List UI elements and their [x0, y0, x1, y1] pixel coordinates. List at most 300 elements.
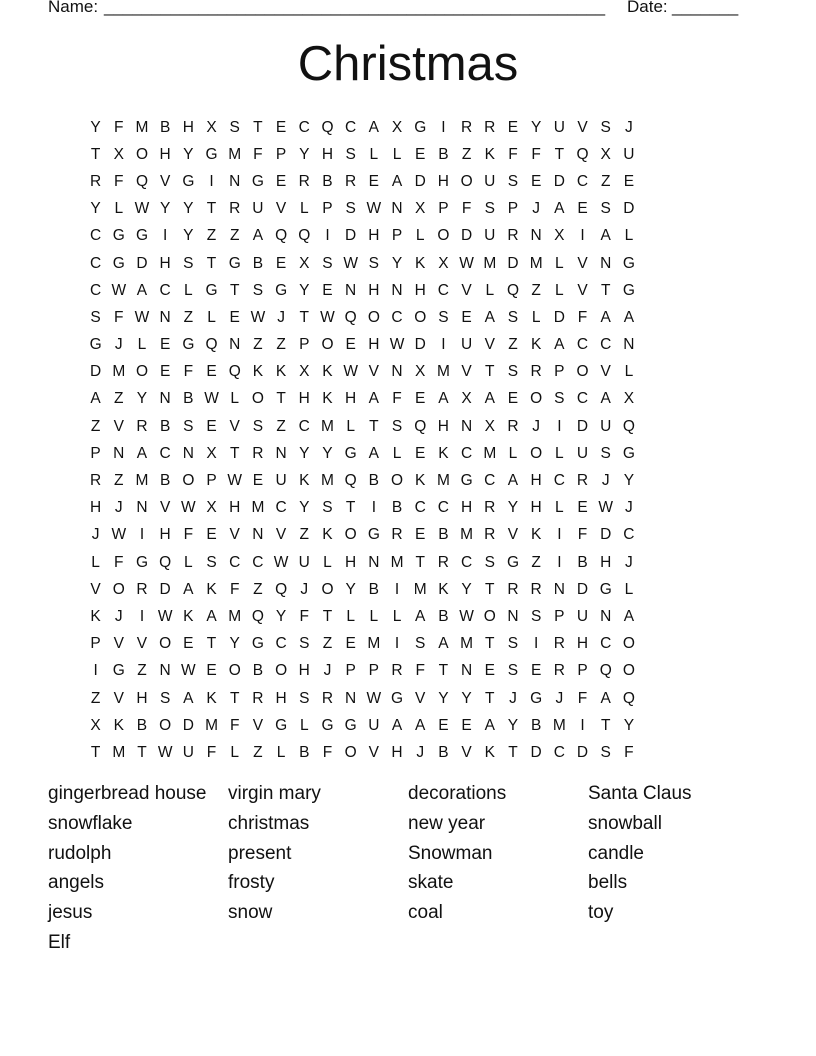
grid-letter: T [206, 254, 217, 272]
grid-letter: K [252, 363, 264, 381]
word-item: bells [588, 872, 628, 894]
grid-letter: M [112, 363, 126, 381]
grid-letter: P [577, 662, 588, 680]
grid-letter: N [507, 607, 519, 625]
grid-letter: G [251, 635, 264, 653]
grid-letter: C [460, 444, 473, 462]
grid-letter: L [299, 716, 309, 734]
grid-letter: T [90, 743, 101, 761]
grid-letter: Z [253, 580, 263, 598]
grid-letter: P [322, 200, 333, 218]
grid-letter: Z [600, 172, 611, 190]
grid-letter: K [415, 254, 426, 272]
grid-row [84, 359, 641, 386]
date-label: Date: [627, 0, 668, 16]
grid-letter: M [321, 417, 334, 435]
grid-letter: O [530, 444, 543, 462]
grid-letter: S [345, 200, 356, 218]
word-item: coal [408, 902, 443, 924]
grid-letter: E [206, 363, 217, 381]
word-item: present [228, 842, 292, 864]
grid-letter: R [345, 172, 357, 190]
grid-letter: Y [345, 580, 356, 598]
grid-letter: G [251, 172, 264, 190]
grid-letter: B [183, 390, 194, 408]
grid-letter: F [229, 580, 240, 598]
grid-letter: R [507, 227, 519, 245]
grid-letter: T [253, 118, 263, 136]
grid-letter: G [112, 254, 125, 272]
grid-letter: S [90, 308, 101, 326]
grid-letter: G [228, 254, 241, 272]
grid-letter: H [298, 390, 310, 408]
grid-letter: K [530, 336, 542, 354]
grid-letter: U [368, 716, 380, 734]
grid-letter: R [437, 553, 449, 571]
grid-letter: V [461, 281, 472, 299]
grid-row [84, 440, 641, 467]
grid-letter: O [391, 472, 404, 490]
grid-letter: R [89, 472, 102, 490]
grid-letter: T [276, 390, 286, 408]
grid-letter: T [508, 743, 518, 761]
grid-letter: A [438, 635, 449, 653]
grid-letter: Q [622, 689, 635, 707]
grid-letter: K [183, 607, 194, 625]
grid-letter: L [276, 743, 286, 761]
grid-letter: K [90, 607, 101, 625]
grid-row [84, 739, 641, 766]
grid-letter: R [507, 417, 519, 435]
grid-letter: S [438, 308, 449, 326]
grid-letter: K [275, 363, 287, 381]
grid-letter: T [554, 145, 565, 163]
grid-letter: K [415, 472, 426, 490]
grid-letter: G [344, 716, 357, 734]
grid-letter: O [622, 662, 635, 680]
grid-letter: E [252, 472, 264, 490]
grid-letter: X [113, 145, 124, 163]
grid-letter: B [159, 118, 171, 136]
grid-letter: N [159, 390, 171, 408]
grid-letter: W [227, 472, 243, 490]
date-blank: _______ [672, 0, 739, 16]
grid-letter: G [391, 689, 404, 707]
word-item: skate [408, 872, 454, 894]
grid-letter: T [600, 281, 611, 299]
grid-letter: S [530, 607, 542, 625]
grid-letter: B [159, 472, 171, 490]
grid-letter: S [183, 417, 194, 435]
grid-letter: Y [530, 118, 542, 136]
grid-letter: C [275, 499, 287, 517]
grid-row [84, 168, 641, 195]
grid-letter: M [460, 635, 474, 653]
grid-letter: B [438, 607, 449, 625]
grid-letter: Q [275, 580, 288, 598]
grid-letter: B [252, 662, 264, 680]
grid-letter: N [345, 281, 357, 299]
grid-letter: E [368, 172, 380, 190]
grid-letter: V [461, 363, 472, 381]
grid-letter: G [205, 281, 218, 299]
grid-letter: A [484, 390, 495, 408]
grid-letter: Y [229, 635, 240, 653]
grid-row [84, 522, 641, 549]
grid-row [84, 277, 641, 304]
grid-letter: Z [531, 553, 541, 571]
grid-letter: A [136, 444, 148, 462]
grid-letter: G [275, 281, 288, 299]
grid-letter: Q [622, 417, 635, 435]
grid-letter: G [344, 444, 357, 462]
grid-letter: C [553, 743, 565, 761]
grid-letter: H [437, 417, 449, 435]
grid-letter: F [114, 308, 124, 326]
grid-letter: Z [299, 526, 310, 544]
grid-letter: S [600, 743, 611, 761]
grid-letter: G [89, 336, 102, 354]
grid-letter: G [506, 553, 519, 571]
grid-letter: E [461, 308, 472, 326]
grid-letter: E [507, 390, 519, 408]
grid-letter: P [438, 200, 449, 218]
grid-letter: G [414, 118, 427, 136]
grid-letter: X [391, 118, 403, 136]
word-item: Elf [48, 931, 71, 953]
grid-letter: A [368, 444, 380, 462]
grid-letter: M [135, 472, 149, 490]
grid-letter: T [299, 308, 310, 326]
grid-letter: Y [438, 689, 449, 707]
grid-letter: R [484, 118, 496, 136]
grid-letter: T [485, 635, 495, 653]
grid-letter: O [135, 145, 148, 163]
grid-letter: W [181, 662, 196, 680]
grid-letter: F [114, 172, 124, 190]
grid-letter: E [345, 336, 356, 354]
grid-letter: T [600, 716, 611, 734]
grid-letter: N [368, 553, 380, 571]
grid-letter: Z [114, 472, 124, 490]
grid-letter: A [600, 390, 611, 408]
grid-letter: A [415, 716, 426, 734]
grid-letter: V [368, 743, 380, 761]
grid-letter: S [345, 145, 356, 163]
grid-letter: T [229, 444, 240, 462]
grid-letter: V [577, 254, 588, 272]
grid-letter: M [390, 553, 404, 571]
grid-letter: H [530, 499, 542, 517]
grid-letter: F [253, 145, 263, 163]
grid-letter: J [625, 118, 633, 136]
grid-letter: L [91, 553, 100, 571]
grid-letter: J [300, 580, 309, 598]
grid-letter: R [484, 499, 496, 517]
grid-letter: X [554, 227, 565, 245]
grid-row [84, 386, 641, 413]
grid-letter: W [273, 553, 289, 571]
grid-letter: G [275, 716, 288, 734]
grid-letter: N [600, 607, 612, 625]
grid-letter: N [252, 526, 264, 544]
grid-letter: Q [205, 336, 218, 354]
grid-letter: L [207, 308, 216, 326]
word-bank [48, 779, 768, 958]
grid-letter: G [135, 553, 148, 571]
grid-letter: R [530, 363, 542, 381]
grid-letter: S [600, 200, 611, 218]
grid-row [84, 631, 641, 658]
grid-letter: A [623, 308, 635, 326]
grid-letter: Y [623, 716, 635, 734]
grid-letter: T [206, 635, 217, 653]
grid-letter: M [228, 607, 242, 625]
grid-letter: C [89, 254, 102, 272]
grid-letter: M [321, 472, 334, 490]
grid-letter: B [577, 553, 588, 571]
grid-row [84, 467, 641, 494]
grid-letter: L [485, 281, 495, 299]
grid-letter: A [368, 390, 380, 408]
grid-letter: O [321, 336, 334, 354]
grid-letter: Z [206, 227, 217, 245]
grid-letter: V [159, 172, 171, 190]
grid-letter: H [275, 689, 287, 707]
grid-letter: X [206, 118, 217, 136]
grid-letter: E [159, 336, 171, 354]
grid-letter: G [321, 716, 334, 734]
grid-letter: P [554, 607, 565, 625]
grid-letter: A [600, 689, 611, 707]
grid-letter: P [507, 200, 519, 218]
grid-letter: R [89, 172, 102, 190]
grid-letter: Q [576, 145, 589, 163]
grid-letter: K [322, 526, 333, 544]
grid-letter: B [322, 172, 333, 190]
grid-letter: D [576, 743, 589, 761]
grid-letter: Q [344, 472, 357, 490]
grid-row [84, 223, 641, 250]
grid-letter: H [321, 145, 334, 163]
grid-letter: C [159, 444, 171, 462]
grid-letter: G [530, 689, 543, 707]
grid-letter: A [183, 689, 194, 707]
grid-letter: G [112, 662, 125, 680]
grid-letter: J [509, 689, 517, 707]
grid-letter: C [89, 281, 102, 299]
grid-letter: I [139, 526, 145, 544]
grid-letter: Q [344, 308, 357, 326]
grid-letter: V [113, 689, 124, 707]
grid-letter: L [508, 444, 518, 462]
grid-letter: C [484, 472, 496, 490]
grid-letter: C [600, 635, 612, 653]
grid-letter: Y [90, 200, 101, 218]
grid-letter: J [277, 308, 285, 326]
grid-letter: M [483, 254, 497, 272]
header [48, 0, 740, 19]
grid-letter: U [553, 118, 565, 136]
grid-letter: R [298, 172, 310, 190]
grid-letter: A [600, 308, 611, 326]
grid-letter: A [623, 607, 635, 625]
grid-letter: R [507, 580, 519, 598]
grid-letter: P [368, 662, 380, 680]
grid-letter: P [554, 363, 565, 381]
grid-letter: F [577, 689, 588, 707]
grid-letter: I [580, 716, 585, 734]
grid-letter: K [299, 472, 310, 490]
grid-letter: J [532, 417, 541, 435]
grid-letter: S [322, 254, 333, 272]
grid-letter: K [484, 145, 495, 163]
grid-letter: G [599, 580, 612, 598]
grid-letter: E [275, 172, 287, 190]
grid-letter: D [530, 743, 542, 761]
grid-letter: M [552, 716, 566, 734]
word-item: frosty [228, 872, 275, 894]
grid-letter: N [229, 172, 241, 190]
grid-letter: M [483, 444, 497, 462]
grid-letter: S [600, 444, 611, 462]
grid-letter: K [438, 444, 449, 462]
grid-letter: N [182, 444, 194, 462]
grid-letter: H [460, 499, 473, 517]
grid-letter: C [391, 308, 403, 326]
grid-letter: F [322, 743, 333, 761]
grid-letter: S [484, 553, 495, 571]
grid-letter: X [623, 390, 635, 408]
grid-letter: L [230, 390, 240, 408]
word-item: snowflake [48, 812, 133, 834]
grid-row [84, 658, 641, 685]
grid-letter: I [394, 635, 400, 653]
grid-letter: R [553, 662, 565, 680]
grid-letter: S [507, 172, 519, 190]
grid-letter: H [600, 553, 612, 571]
grid-letter: Y [183, 227, 194, 245]
grid-letter: E [577, 499, 588, 517]
grid-letter: X [415, 363, 426, 381]
grid-letter: H [159, 526, 171, 544]
grid-letter: F [114, 118, 124, 136]
grid-letter: W [111, 526, 127, 544]
grid-letter: B [368, 580, 380, 598]
grid-letter: H [368, 336, 380, 354]
grid-row [84, 576, 641, 603]
grid-letter: L [346, 607, 355, 625]
grid-letter: G [205, 145, 218, 163]
grid-letter: V [368, 363, 380, 381]
grid-letter: W [366, 200, 382, 218]
grid-letter: A [368, 118, 380, 136]
grid-letter: F [531, 145, 541, 163]
grid-letter: J [91, 526, 100, 544]
grid-letter: Z [276, 417, 286, 435]
grid-letter: T [322, 607, 333, 625]
grid-letter: N [113, 444, 125, 462]
grid-letter: V [600, 363, 611, 381]
grid-letter: X [206, 444, 217, 462]
grid-letter: N [460, 662, 473, 680]
grid-letter: D [553, 172, 565, 190]
grid-letter: C [345, 118, 357, 136]
grid-letter: O [414, 308, 427, 326]
grid-letter: Z [137, 662, 147, 680]
grid-letter: F [508, 145, 518, 163]
grid-letter: N [600, 254, 612, 272]
grid-letter: S [554, 390, 565, 408]
grid-letter: W [459, 607, 474, 625]
word-item: snow [228, 902, 273, 924]
grid-letter: G [367, 526, 380, 544]
grid-letter: N [159, 308, 171, 326]
grid-letter: H [298, 662, 310, 680]
grid-letter: S [252, 417, 264, 435]
grid-letter: L [624, 227, 634, 245]
grid-letter: H [437, 172, 449, 190]
grid-letter: S [391, 417, 403, 435]
grid-letter: A [252, 227, 264, 245]
grid-letter: P [275, 145, 287, 163]
grid-letter: L [555, 281, 564, 299]
word-item: jesus [48, 902, 93, 924]
grid-letter: B [368, 472, 380, 490]
grid-letter: O [112, 580, 125, 598]
grid-letter: Y [391, 254, 403, 272]
grid-letter: P [299, 336, 310, 354]
grid-letter: Z [276, 336, 286, 354]
grid-letter: L [369, 145, 379, 163]
grid-letter: G [622, 281, 635, 299]
grid-letter: E [206, 662, 217, 680]
grid-letter: W [111, 281, 127, 299]
grid-letter: C [576, 390, 589, 408]
grid-letter: X [90, 716, 101, 734]
grid-letter: W [134, 308, 150, 326]
grid-row [84, 332, 641, 359]
letter-grid [84, 114, 641, 767]
grid-letter: I [93, 662, 98, 680]
grid-letter: K [206, 580, 217, 598]
grid-letter: F [577, 526, 588, 544]
grid-row [84, 196, 641, 223]
grid-letter: S [252, 281, 264, 299]
grid-letter: S [507, 308, 519, 326]
grid-letter: L [392, 145, 402, 163]
grid-letter: V [229, 526, 240, 544]
grid-letter: G [622, 444, 635, 462]
grid-letter: S [415, 635, 426, 653]
grid-letter: N [275, 444, 287, 462]
grid-letter: E [206, 526, 217, 544]
word-item: christmas [228, 812, 310, 834]
grid-letter: Z [183, 308, 194, 326]
grid-letter: Z [531, 281, 541, 299]
grid-letter: F [392, 390, 402, 408]
word-item: candle [588, 842, 644, 864]
grid-letter: O [460, 172, 473, 190]
grid-letter: C [414, 499, 426, 517]
grid-row [84, 549, 641, 576]
grid-letter: C [437, 499, 449, 517]
grid-letter: D [414, 336, 426, 354]
grid-letter: G [460, 472, 473, 490]
grid-letter: F [624, 743, 634, 761]
grid-letter: A [438, 390, 449, 408]
grid-letter: N [391, 281, 403, 299]
